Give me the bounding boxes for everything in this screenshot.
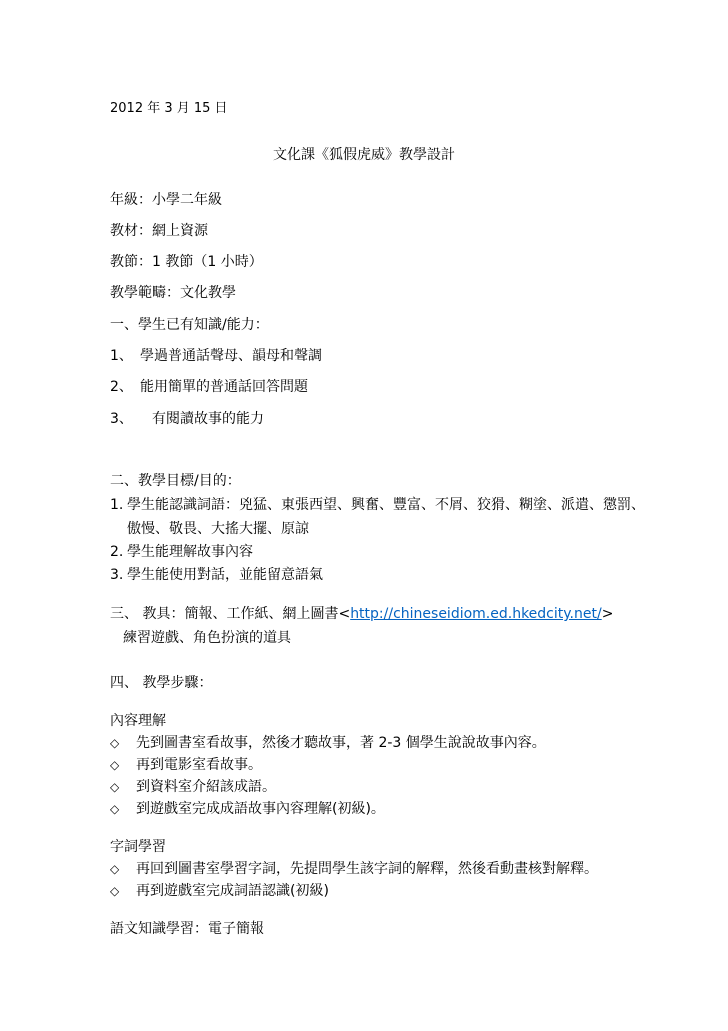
grade-line: 年級：小學二年級	[110, 192, 222, 208]
vocabulary-heading: 字詞學習	[110, 839, 166, 855]
prior-knowledge-heading: 一、學生已有知識/能力：	[110, 317, 269, 333]
item-text: 學生能認識詞語：兇猛、東張西望、興奮、豐富、不屑、狡猾、糊塗、派遣、懲罰、	[127, 497, 645, 513]
content-understanding-heading: 內容理解	[110, 713, 166, 729]
bullet-item	[110, 778, 276, 796]
tools-line	[110, 605, 613, 623]
document-title-text: 文化課《狐假虎威》教學設計	[273, 147, 455, 163]
document-title	[0, 146, 728, 164]
item-text: 學過普通話聲母、韻母和聲調	[140, 348, 322, 364]
diamond-bullet-icon: ◇	[110, 884, 120, 898]
bullet-text: 到遊戲室完成成語故事內容理解(初級)。	[136, 801, 385, 817]
bullet-text: 再回到圖書室學習字詞，先提問學生該字詞的解釋，然後看動畫核對解釋。	[136, 861, 598, 877]
item-text: 學生能理解故事內容	[127, 544, 253, 560]
bullet-item	[110, 734, 546, 752]
bullet-item	[110, 756, 262, 774]
bullet-item	[110, 860, 598, 878]
periods-line: 教節：1 教節（1 小時）	[110, 254, 263, 270]
diamond-bullet-icon: ◇	[110, 780, 120, 794]
item-text: 能用簡單的普通話回答問題	[140, 379, 308, 395]
objective-item-continuation: 傲慢、敬畏、大搖大擺、原諒	[127, 521, 309, 537]
tools-suffix: >	[601, 606, 614, 622]
bullet-text: 先到圖書室看故事，然後才聽故事，著 2-3 個學生說說故事內容。	[136, 735, 546, 751]
item-number: 3.	[110, 567, 124, 583]
objective-item	[110, 566, 323, 584]
prior-knowledge-item	[110, 347, 322, 365]
language-heading: 語文知識學習：電子簡報	[110, 921, 264, 937]
objective-item	[110, 543, 253, 561]
bullet-text: 再到遊戲室完成詞語認識(初級)	[136, 883, 329, 899]
tools-line-2: 練習遊戲、角色扮演的道具	[123, 630, 291, 646]
document-date: 2012 年 3 月 15 日	[110, 101, 228, 116]
item-text: 有閱讀故事的能力	[152, 411, 264, 427]
steps-heading: 四、 教學步驟：	[110, 675, 213, 691]
diamond-bullet-icon: ◇	[110, 758, 120, 772]
bullet-text: 再到電影室看故事。	[136, 757, 262, 773]
online-library-link[interactable]: http://chineseidiom.ed.hkedcity.net/	[350, 606, 602, 622]
item-number: 2.	[110, 544, 124, 560]
objective-item	[110, 496, 645, 514]
diamond-bullet-icon: ◇	[110, 802, 120, 816]
item-number: 2、	[110, 379, 133, 395]
bullet-item	[110, 800, 385, 818]
item-number: 1、	[110, 348, 133, 364]
material-line: 教材：網上資源	[110, 223, 208, 239]
item-number: 3、	[110, 411, 133, 427]
prior-knowledge-item	[110, 378, 308, 396]
item-number: 1.	[110, 497, 124, 513]
diamond-bullet-icon: ◇	[110, 736, 120, 750]
item-text: 學生能使用對話，並能留意語氣	[127, 567, 323, 583]
diamond-bullet-icon: ◇	[110, 862, 120, 876]
scope-line: 教學範疇：文化教學	[110, 285, 236, 301]
objectives-heading: 二、教學目標/目的：	[110, 473, 241, 489]
bullet-item	[110, 882, 329, 900]
prior-knowledge-item	[110, 410, 264, 428]
tools-prefix: 三、 教具：簡報、工作紙、網上圖書<	[110, 606, 351, 622]
bullet-text: 到資料室介紹該成語。	[136, 779, 276, 795]
